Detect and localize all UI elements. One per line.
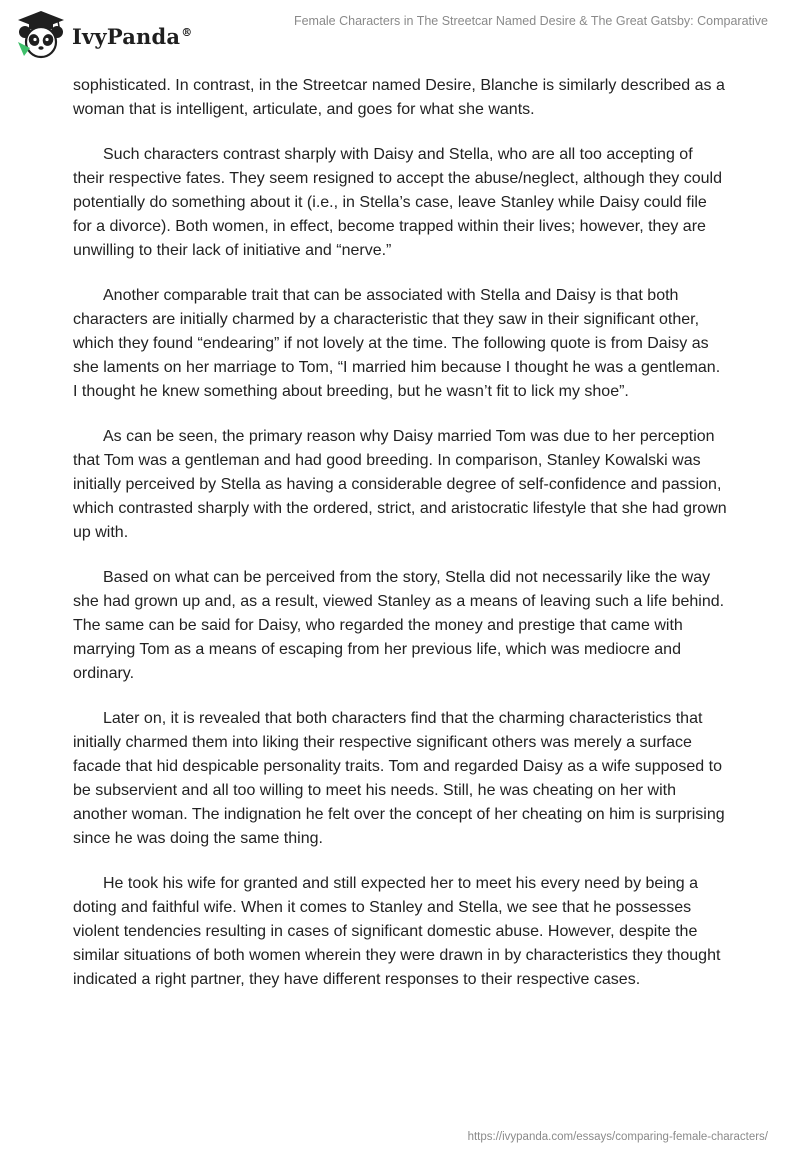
panda-graduate-icon [14, 8, 68, 62]
paragraph-3: Another comparable trait that can be associated with Stella and Daisy is that both characters are initially charmed by a characteristic that they saw in their significant other, which they found “endearing” if not lovely at the time. The following quote is from Daisy as she laments on her marriage to Tom, “I married him because I thought he was a gentleman. I thought he knew something about breeding, but he wasn’t fit to lick my shoe”. [73, 287, 721, 400]
registered-mark: ® [181, 25, 193, 39]
paragraph-1: sophisticated. In contrast, in the Streetcar named Desire, Blanche is similarly described as a woman that is intelligent, articulate, and goes for what she wants. [73, 77, 725, 118]
paragraph-5: Based on what can be perceived from the story, Stella did not necessarily like the way she had grown up and, as a result, viewed Stanley as a means of leaving such a life behind. The same can be said for Daisy, who regarded the money and prestige that came with marrying Tom as a means of escaping from her previous life, which was mediocre and ordinary. [73, 569, 725, 682]
brand-logo[interactable] [14, 8, 192, 62]
source-url[interactable]: https://ivypanda.com/essays/comparing-female-characters/ [467, 1131, 768, 1143]
paragraph-7: He took his wife for granted and still expected her to meet his every need by being a doting and faithful wife. When it comes to Stanley and Stella, we see that he possesses violent tendencies resulting in cases of significant domestic abuse. However, despite the similar situations of both women wherein they were drawn in by characteristics they thought indicated a right partner, they have different responses to their respective cases. [73, 875, 721, 988]
essay-body [73, 74, 728, 1013]
paragraph-6: Later on, it is revealed that both characters find that the charming characteristics that initially charmed them into liking their respective significant others was merely a surface facade that hid despicable personality traits. Tom and regarded Daisy as a wife supposed to be subservient and all too willing to meet his needs. Still, he was cheating on her with another woman. The indignation he felt over the concept of her cheating on him is surprising since he was doing the same thing. [73, 710, 725, 847]
brand-name: IvyPanda® [72, 23, 193, 49]
paragraph-2: Such characters contrast sharply with Daisy and Stella, who are all too accepting of their respective fates. They seem resigned to accept the abuse/neglect, although they could potentially do something about it (i.e., in Stella’s case, leave Stanley while Daisy could file for a divorce). Both women, in effect, become trapped within their lives; however, they are unwilling to their lack of initiative and “nerve.” [73, 146, 722, 259]
document-title: Female Characters in The Streetcar Named Desire & The Great Gatsby: Comparative [293, 14, 768, 28]
page-header [0, 0, 800, 70]
paragraph-4: As can be seen, the primary reason why Daisy married Tom was due to her perception that Tom was a gentleman and had good breeding. In comparison, Stanley Kowalski was initially perceived by Stella as having a considerable degree of self-confidence and passion, which contrasted sharply with the ordered, strict, and aristocratic lifestyle that she had grown up with. [73, 428, 727, 541]
